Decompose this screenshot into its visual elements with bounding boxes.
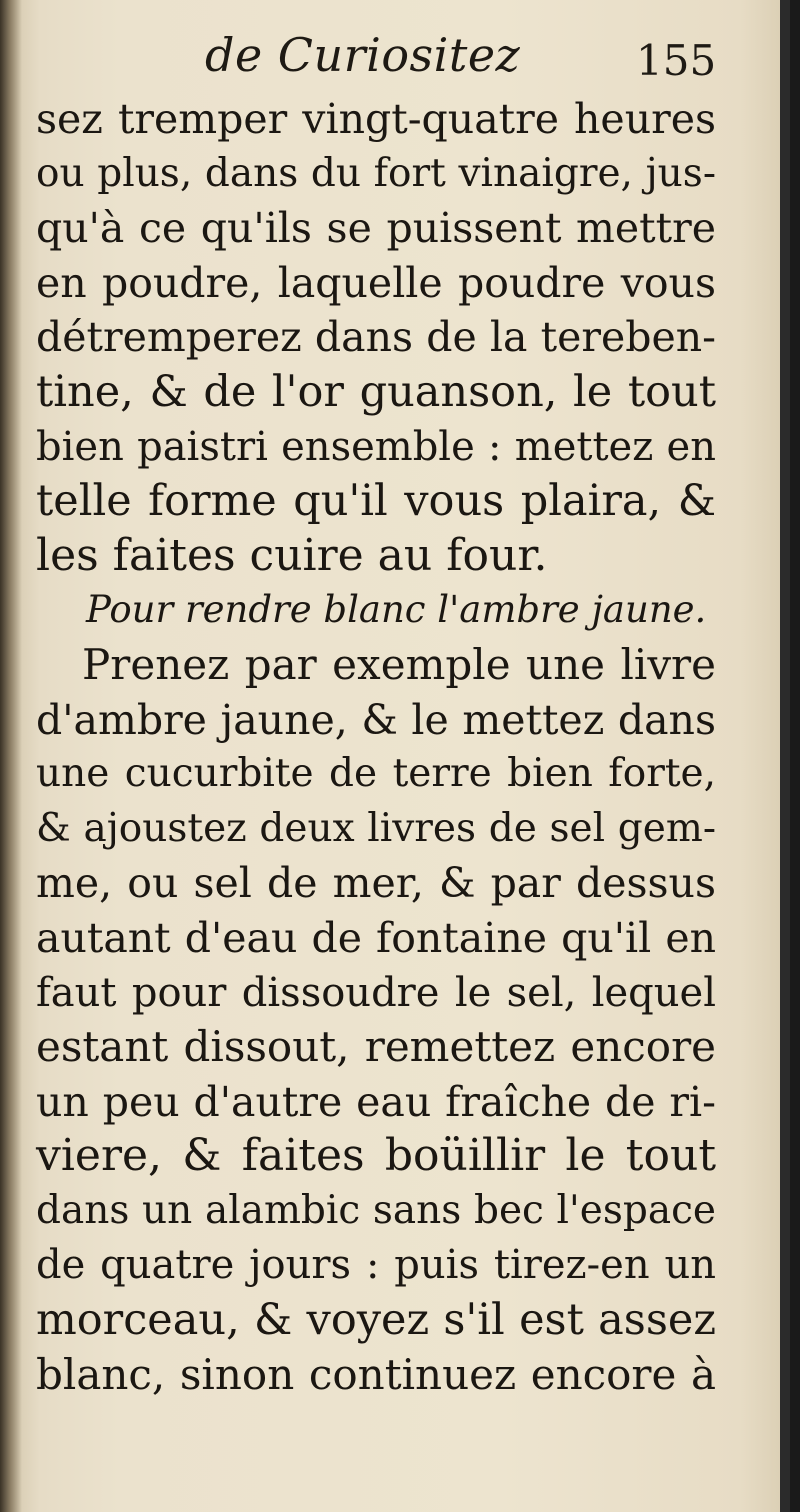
text-line: les faites cuire au four.	[36, 529, 548, 581]
page-gutter-shadow	[0, 0, 22, 1512]
text-line: viere, & faites boüillir le tout	[36, 1130, 716, 1182]
page-edge	[780, 0, 790, 1512]
section-heading: Pour rendre blanc l'ambre jaune.	[86, 588, 707, 632]
text-line: détremperez dans de la tereben-	[36, 313, 716, 362]
page-body-text	[36, 92, 716, 1402]
text-line: autant d'eau de fontaine qu'il en	[36, 913, 716, 962]
text-line: & ajoustez deux livres de sel gem-	[36, 805, 716, 851]
text-line: sez tremper vingt-quatre heures	[36, 95, 716, 143]
text-line: de quatre jours : puis tirez-en un	[36, 1242, 716, 1289]
text-line: en poudre, laquelle poudre vous	[36, 258, 716, 307]
text-line: morceau, & voyez s'il est assez	[36, 1295, 716, 1346]
text-line: ou plus, dans du fort vinaigre, jus-	[36, 150, 716, 196]
text-line: Prenez par exemple une livre	[82, 639, 716, 689]
text-line: telle forme qu'il vous plaira, &	[36, 476, 716, 527]
page-header	[0, 28, 790, 98]
text-line: un peu d'autre eau fraîche de ri-	[36, 1077, 716, 1126]
text-line: me, ou sel de mer, & par dessus	[36, 859, 716, 908]
text-line: estant dissout, remettez encore	[36, 1022, 716, 1072]
text-line: d'ambre jaune, & le mettez dans	[36, 695, 716, 744]
text-line: tine, & de l'or guanson, le tout	[36, 366, 716, 417]
text-line: blanc, sinon continuez encore à	[36, 1349, 716, 1399]
text-line: une cucurbite de terre bien forte,	[36, 751, 716, 797]
running-title: de Curiositez	[205, 28, 521, 82]
text-line: dans un alambic sans bec l'espace	[36, 1187, 716, 1233]
text-line: faut pour dissoudre le sel, lequel	[36, 969, 716, 1016]
page-number: 155	[636, 36, 717, 85]
text-line: qu'à ce qu'ils se puissent mettre	[36, 204, 716, 253]
text-line: bien paistri ensemble : mettez en	[36, 423, 716, 470]
